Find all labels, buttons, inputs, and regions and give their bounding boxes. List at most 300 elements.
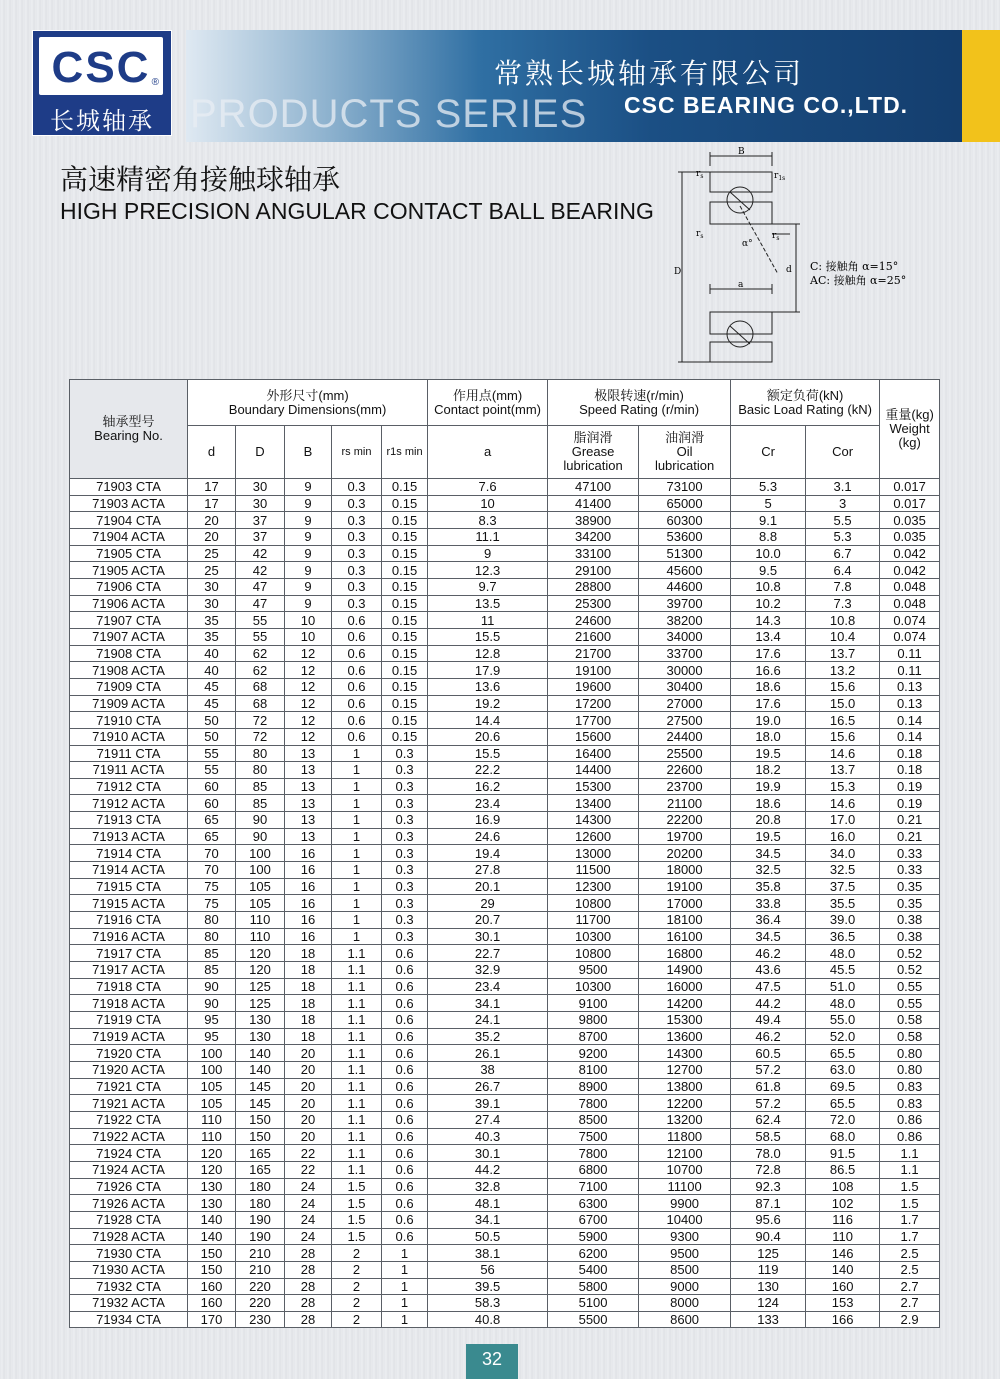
cell-cor: 102 [806, 1195, 880, 1212]
cell-r1s-min: 0.6 [382, 1128, 428, 1145]
header-weight: 重量(kg) Weight (kg) [880, 380, 940, 479]
cell-a: 23.4 [428, 795, 548, 812]
cell-B: 12 [285, 662, 332, 679]
table-row [70, 1095, 940, 1112]
cell-weight: 0.55 [880, 978, 940, 995]
cell-cor: 86.5 [806, 1161, 880, 1178]
cell-weight: 0.33 [880, 845, 940, 862]
cell-D: 100 [236, 845, 285, 862]
cell-D: 150 [236, 1128, 285, 1145]
cell-d: 50 [188, 728, 236, 745]
cell-cor: 16.5 [806, 712, 880, 729]
cell-D: 42 [236, 562, 285, 579]
cell-oil-speed: 24400 [639, 728, 731, 745]
cell-cr: 16.6 [731, 662, 806, 679]
cell-d: 45 [188, 695, 236, 712]
table-row [70, 795, 940, 812]
cell-d: 160 [188, 1295, 236, 1312]
cell-a: 22.2 [428, 762, 548, 779]
cell-B: 24 [285, 1228, 332, 1245]
cell-D: 85 [236, 795, 285, 812]
cell-cr: 10.0 [731, 545, 806, 562]
cell-d: 20 [188, 528, 236, 545]
cell-B: 24 [285, 1195, 332, 1212]
cell-cr: 49.4 [731, 1012, 806, 1029]
cell-B: 20 [285, 1078, 332, 1095]
banner-accent [962, 30, 1000, 142]
cell-B: 20 [285, 1111, 332, 1128]
cell-D: 130 [236, 1012, 285, 1029]
cell-grease-speed: 11700 [548, 912, 639, 929]
cell-weight: 1.7 [880, 1211, 940, 1228]
cell-rs-min: 0.3 [332, 495, 382, 512]
table-row [70, 595, 940, 612]
cell-grease-speed: 17700 [548, 712, 639, 729]
cell-grease-speed: 11500 [548, 862, 639, 879]
products-series-text: PRODUCTS SERIES [190, 92, 588, 136]
cell-B: 10 [285, 628, 332, 645]
cell-cor: 14.6 [806, 795, 880, 812]
cell-oil-speed: 27000 [639, 695, 731, 712]
cell-r1s-min: 0.15 [382, 678, 428, 695]
table-row [70, 678, 940, 695]
cell-grease-speed: 25300 [548, 595, 639, 612]
cell-oil-speed: 14200 [639, 995, 731, 1012]
cell-cr: 78.0 [731, 1145, 806, 1162]
cell-rs-min: 0.6 [332, 712, 382, 729]
cell-rs-min: 0.3 [332, 512, 382, 529]
label-a: a [738, 280, 744, 290]
cell-weight: 0.13 [880, 695, 940, 712]
cell-cor: 5.3 [806, 528, 880, 545]
cell-oil-speed: 16000 [639, 978, 731, 995]
cell-grease-speed: 9200 [548, 1045, 639, 1062]
table-row [70, 578, 940, 595]
cell-r1s-min: 1 [382, 1245, 428, 1262]
cell-d: 170 [188, 1311, 236, 1328]
cell-r1s-min: 0.15 [382, 695, 428, 712]
cell-D: 55 [236, 612, 285, 629]
cell-bearing-no: 71932 CTA [70, 1278, 188, 1295]
cell-weight: 0.19 [880, 778, 940, 795]
cell-grease-speed: 19100 [548, 662, 639, 679]
cell-weight: 1.5 [880, 1178, 940, 1195]
cell-D: 80 [236, 762, 285, 779]
cell-rs-min: 1.1 [332, 962, 382, 979]
cell-bearing-no: 71921 CTA [70, 1078, 188, 1095]
cell-oil-speed: 45600 [639, 562, 731, 579]
cell-cr: 60.5 [731, 1045, 806, 1062]
table-row [70, 495, 940, 512]
cell-oil-speed: 18000 [639, 862, 731, 879]
cell-cr: 72.8 [731, 1161, 806, 1178]
cell-oil-speed: 19700 [639, 828, 731, 845]
cell-grease-speed: 17200 [548, 695, 639, 712]
cell-r1s-min: 0.6 [382, 1211, 428, 1228]
cell-cr: 133 [731, 1311, 806, 1328]
cell-bearing-no: 71905 ACTA [70, 562, 188, 579]
cell-d: 140 [188, 1228, 236, 1245]
cell-weight: 0.13 [880, 678, 940, 695]
cell-weight: 0.048 [880, 578, 940, 595]
cell-r1s-min: 0.6 [382, 995, 428, 1012]
cell-r1s-min: 0.6 [382, 1228, 428, 1245]
cell-B: 13 [285, 762, 332, 779]
cell-d: 130 [188, 1178, 236, 1195]
table-row [70, 1211, 940, 1228]
cell-rs-min: 0.6 [332, 678, 382, 695]
cell-D: 80 [236, 745, 285, 762]
cell-r1s-min: 0.15 [382, 612, 428, 629]
cell-a: 9.7 [428, 578, 548, 595]
cell-weight: 0.80 [880, 1045, 940, 1062]
cell-cor: 166 [806, 1311, 880, 1328]
cell-d: 55 [188, 762, 236, 779]
cell-weight: 0.33 [880, 862, 940, 879]
cell-weight: 0.83 [880, 1078, 940, 1095]
cell-r1s-min: 0.3 [382, 845, 428, 862]
cell-cr: 36.4 [731, 912, 806, 929]
cell-d: 130 [188, 1195, 236, 1212]
cell-cr: 90.4 [731, 1228, 806, 1245]
cell-bearing-no: 71926 CTA [70, 1178, 188, 1195]
table-row [70, 1012, 940, 1029]
cell-a: 17.9 [428, 662, 548, 679]
cell-weight: 0.14 [880, 728, 940, 745]
table-row [70, 1111, 940, 1128]
cell-cr: 57.2 [731, 1061, 806, 1078]
cell-cor: 32.5 [806, 862, 880, 879]
cell-weight: 0.042 [880, 545, 940, 562]
cell-cr: 18.2 [731, 762, 806, 779]
cell-cor: 68.0 [806, 1128, 880, 1145]
cell-cor: 10.8 [806, 612, 880, 629]
page-number: 32 [466, 1344, 518, 1379]
cell-grease-speed: 21700 [548, 645, 639, 662]
cell-weight: 2.9 [880, 1311, 940, 1328]
cell-d: 17 [188, 479, 236, 496]
cell-cr: 47.5 [731, 978, 806, 995]
cell-weight: 0.86 [880, 1128, 940, 1145]
cell-rs-min: 1.1 [332, 978, 382, 995]
cell-B: 20 [285, 1095, 332, 1112]
cell-weight: 0.18 [880, 745, 940, 762]
cell-bearing-no: 71910 CTA [70, 712, 188, 729]
cell-cr: 32.5 [731, 862, 806, 879]
cell-weight: 0.18 [880, 762, 940, 779]
cell-cor: 15.6 [806, 678, 880, 695]
cell-D: 72 [236, 712, 285, 729]
cell-r1s-min: 1 [382, 1295, 428, 1312]
cell-d: 30 [188, 578, 236, 595]
cell-cor: 7.8 [806, 578, 880, 595]
cell-r1s-min: 0.6 [382, 1145, 428, 1162]
cell-d: 110 [188, 1128, 236, 1145]
cell-bearing-no: 71908 CTA [70, 645, 188, 662]
cell-weight: 1.5 [880, 1195, 940, 1212]
cell-bearing-no: 71916 ACTA [70, 928, 188, 945]
cell-bearing-no: 71926 ACTA [70, 1195, 188, 1212]
cell-oil-speed: 12200 [639, 1095, 731, 1112]
cell-grease-speed: 29100 [548, 562, 639, 579]
cell-oil-speed: 19100 [639, 878, 731, 895]
cell-oil-speed: 20200 [639, 845, 731, 862]
cell-a: 26.7 [428, 1078, 548, 1095]
cell-cr: 19.5 [731, 745, 806, 762]
cell-cr: 17.6 [731, 645, 806, 662]
cell-a: 13.6 [428, 678, 548, 695]
cell-oil-speed: 17000 [639, 895, 731, 912]
cell-a: 26.1 [428, 1045, 548, 1062]
cell-weight: 0.11 [880, 662, 940, 679]
cell-a: 34.1 [428, 995, 548, 1012]
cell-cor: 36.5 [806, 928, 880, 945]
cell-D: 68 [236, 695, 285, 712]
cell-cor: 14.6 [806, 745, 880, 762]
cell-rs-min: 1 [332, 895, 382, 912]
cell-oil-speed: 9500 [639, 1245, 731, 1262]
cell-cor: 17.0 [806, 812, 880, 829]
cell-B: 24 [285, 1178, 332, 1195]
cell-weight: 2.7 [880, 1295, 940, 1312]
cell-weight: 0.38 [880, 928, 940, 945]
table-row [70, 895, 940, 912]
cell-d: 40 [188, 645, 236, 662]
cell-D: 150 [236, 1111, 285, 1128]
cell-d: 25 [188, 545, 236, 562]
cell-r1s-min: 0.15 [382, 578, 428, 595]
cell-bearing-no: 71906 CTA [70, 578, 188, 595]
cell-d: 105 [188, 1095, 236, 1112]
cell-rs-min: 0.6 [332, 695, 382, 712]
cell-grease-speed: 10800 [548, 895, 639, 912]
cell-bearing-no: 71907 CTA [70, 612, 188, 629]
cell-weight: 2.5 [880, 1261, 940, 1278]
cell-bearing-no: 71928 CTA [70, 1211, 188, 1228]
cell-D: 140 [236, 1061, 285, 1078]
cell-grease-speed: 9800 [548, 1012, 639, 1029]
cell-r1s-min: 0.3 [382, 828, 428, 845]
cell-oil-speed: 8500 [639, 1261, 731, 1278]
label-r1s: $r_{1s}$ [774, 171, 786, 182]
cell-bearing-no: 71918 CTA [70, 978, 188, 995]
cell-B: 10 [285, 612, 332, 629]
cell-B: 28 [285, 1261, 332, 1278]
table-row [70, 1045, 940, 1062]
table-row [70, 562, 940, 579]
cell-grease-speed: 7800 [548, 1145, 639, 1162]
cell-a: 11.1 [428, 528, 548, 545]
header-B: B [285, 426, 332, 479]
cell-rs-min: 1 [332, 878, 382, 895]
table-row [70, 512, 940, 529]
table-row [70, 928, 940, 945]
cell-B: 18 [285, 1028, 332, 1045]
cell-r1s-min: 0.3 [382, 928, 428, 945]
cell-a: 30.1 [428, 928, 548, 945]
cell-r1s-min: 0.3 [382, 912, 428, 929]
table-row [70, 778, 940, 795]
cell-B: 9 [285, 545, 332, 562]
cell-B: 9 [285, 528, 332, 545]
cell-cor: 6.4 [806, 562, 880, 579]
cell-bearing-no: 71911 ACTA [70, 762, 188, 779]
cell-weight: 0.035 [880, 512, 940, 529]
cell-B: 18 [285, 945, 332, 962]
cell-cr: 92.3 [731, 1178, 806, 1195]
cell-cr: 119 [731, 1261, 806, 1278]
cell-B: 16 [285, 895, 332, 912]
cell-cor: 48.0 [806, 945, 880, 962]
cell-B: 9 [285, 512, 332, 529]
cell-B: 13 [285, 812, 332, 829]
cell-rs-min: 2 [332, 1311, 382, 1328]
cell-bearing-no: 71924 CTA [70, 1145, 188, 1162]
table-body [70, 479, 940, 1328]
cell-a: 11 [428, 612, 548, 629]
cell-cor: 110 [806, 1228, 880, 1245]
cell-B: 16 [285, 928, 332, 945]
cell-weight: 0.21 [880, 812, 940, 829]
cell-rs-min: 1 [332, 745, 382, 762]
cell-oil-speed: 39700 [639, 595, 731, 612]
cell-D: 210 [236, 1245, 285, 1262]
cell-r1s-min: 0.3 [382, 895, 428, 912]
cell-bearing-no: 71905 CTA [70, 545, 188, 562]
cell-grease-speed: 6700 [548, 1211, 639, 1228]
cell-cr: 130 [731, 1278, 806, 1295]
header-d: d [188, 426, 236, 479]
cell-cor: 35.5 [806, 895, 880, 912]
cell-oil-speed: 10700 [639, 1161, 731, 1178]
cell-grease-speed: 28800 [548, 578, 639, 595]
cell-grease-speed: 14400 [548, 762, 639, 779]
cell-D: 190 [236, 1211, 285, 1228]
cell-D: 140 [236, 1045, 285, 1062]
cell-B: 16 [285, 845, 332, 862]
cell-bearing-no: 71911 CTA [70, 745, 188, 762]
cell-cr: 10.2 [731, 595, 806, 612]
cell-rs-min: 1 [332, 778, 382, 795]
cell-cr: 5.3 [731, 479, 806, 496]
cell-r1s-min: 0.6 [382, 1095, 428, 1112]
cell-weight: 0.048 [880, 595, 940, 612]
cell-B: 16 [285, 912, 332, 929]
cell-r1s-min: 0.6 [382, 1195, 428, 1212]
cell-weight: 0.80 [880, 1061, 940, 1078]
cell-B: 24 [285, 1211, 332, 1228]
cell-grease-speed: 9500 [548, 962, 639, 979]
cell-cor: 72.0 [806, 1111, 880, 1128]
cell-r1s-min: 0.15 [382, 662, 428, 679]
label-D: D [674, 267, 682, 277]
cell-d: 60 [188, 795, 236, 812]
cell-a: 58.3 [428, 1295, 548, 1312]
cell-D: 210 [236, 1261, 285, 1278]
cell-a: 24.6 [428, 828, 548, 845]
header-contact-point: 作用点(mm) Contact point(mm) [428, 380, 548, 426]
cell-bearing-no: 71934 CTA [70, 1311, 188, 1328]
cell-d: 50 [188, 712, 236, 729]
cell-r1s-min: 0.6 [382, 1045, 428, 1062]
cell-rs-min: 1.1 [332, 945, 382, 962]
cell-d: 65 [188, 828, 236, 845]
cell-B: 9 [285, 479, 332, 496]
cell-oil-speed: 65000 [639, 495, 731, 512]
cell-D: 110 [236, 912, 285, 929]
cell-oil-speed: 30400 [639, 678, 731, 695]
cell-rs-min: 0.3 [332, 595, 382, 612]
cell-weight: 0.017 [880, 479, 940, 496]
cell-grease-speed: 9100 [548, 995, 639, 1012]
label-alpha: α° [742, 239, 753, 249]
cell-a: 56 [428, 1261, 548, 1278]
cell-B: 13 [285, 745, 332, 762]
cell-a: 20.1 [428, 878, 548, 895]
cell-bearing-no: 71912 ACTA [70, 795, 188, 812]
cell-cr: 9.1 [731, 512, 806, 529]
cell-r1s-min: 0.15 [382, 728, 428, 745]
header-grease: 脂润滑 Grease lubrication [548, 426, 639, 479]
cell-D: 90 [236, 812, 285, 829]
cell-bearing-no: 71904 CTA [70, 512, 188, 529]
cell-bearing-no: 71922 CTA [70, 1111, 188, 1128]
cell-weight: 2.7 [880, 1278, 940, 1295]
cell-B: 20 [285, 1061, 332, 1078]
cell-oil-speed: 30000 [639, 662, 731, 679]
logo-badge [39, 37, 163, 95]
cell-bearing-no: 71912 CTA [70, 778, 188, 795]
cell-bearing-no: 71921 ACTA [70, 1095, 188, 1112]
cell-grease-speed: 13000 [548, 845, 639, 862]
table-row [70, 1261, 940, 1278]
cell-d: 95 [188, 1012, 236, 1029]
cell-grease-speed: 21600 [548, 628, 639, 645]
cell-D: 180 [236, 1178, 285, 1195]
cell-r1s-min: 0.3 [382, 795, 428, 812]
header-oil: 油润滑 Oil lubrication [639, 426, 731, 479]
table-row [70, 995, 940, 1012]
cell-B: 9 [285, 495, 332, 512]
cell-cr: 62.4 [731, 1111, 806, 1128]
cell-oil-speed: 9300 [639, 1228, 731, 1245]
cell-bearing-no: 71930 CTA [70, 1245, 188, 1262]
cell-a: 38 [428, 1061, 548, 1078]
cell-rs-min: 1 [332, 845, 382, 862]
cell-oil-speed: 34000 [639, 628, 731, 645]
cell-cr: 5 [731, 495, 806, 512]
cell-r1s-min: 0.3 [382, 762, 428, 779]
cell-cr: 34.5 [731, 845, 806, 862]
cell-cr: 124 [731, 1295, 806, 1312]
cell-r1s-min: 0.6 [382, 1061, 428, 1078]
cell-cor: 52.0 [806, 1028, 880, 1045]
cell-oil-speed: 10400 [639, 1211, 731, 1228]
cell-rs-min: 1.5 [332, 1228, 382, 1245]
cell-cr: 9.5 [731, 562, 806, 579]
cell-bearing-no: 71909 CTA [70, 678, 188, 695]
cell-a: 32.9 [428, 962, 548, 979]
cell-D: 125 [236, 978, 285, 995]
cell-D: 68 [236, 678, 285, 695]
cell-B: 28 [285, 1278, 332, 1295]
cell-B: 18 [285, 978, 332, 995]
cell-r1s-min: 0.6 [382, 1111, 428, 1128]
cell-d: 30 [188, 595, 236, 612]
cell-r1s-min: 0.15 [382, 595, 428, 612]
cell-d: 85 [188, 962, 236, 979]
cell-d: 20 [188, 512, 236, 529]
